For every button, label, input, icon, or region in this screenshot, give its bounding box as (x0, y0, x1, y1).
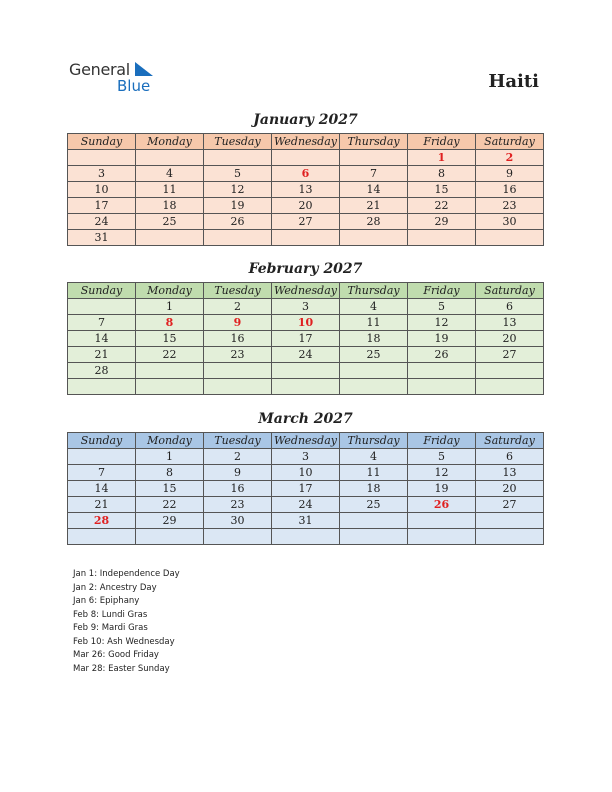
empty-day-cell (272, 150, 340, 166)
calendar-january (67, 133, 544, 246)
day-cell: 19 (408, 481, 476, 497)
day-cell: 21 (68, 497, 136, 513)
day-cell: 25 (136, 214, 204, 230)
day-cell: 25 (340, 497, 408, 513)
day-cell: 3 (68, 166, 136, 182)
day-cell: 23 (204, 497, 272, 513)
weekday-header-row (68, 283, 544, 299)
month-title-march: March 2027 (258, 411, 353, 427)
day-cell: 29 (408, 214, 476, 230)
empty-day-cell (476, 230, 544, 246)
day-cell: 25 (340, 347, 408, 363)
day-cell: 16 (476, 182, 544, 198)
empty-day-cell (272, 230, 340, 246)
empty-day-cell (340, 150, 408, 166)
holiday-list-item: Jan 1: Independence Day (73, 569, 180, 579)
day-cell: 3 (272, 299, 340, 315)
weekday-header: Monday (136, 433, 204, 449)
day-cell: 24 (68, 214, 136, 230)
empty-day-cell (204, 150, 272, 166)
weekday-header-row (68, 433, 544, 449)
day-cell: 7 (68, 315, 136, 331)
day-cell: 21 (68, 347, 136, 363)
day-cell: 5 (204, 166, 272, 182)
week-row (68, 198, 544, 214)
holiday-list-item: Feb 9: Mardi Gras (73, 623, 148, 633)
day-cell: 12 (408, 465, 476, 481)
day-cell: 17 (272, 481, 340, 497)
day-cell: 27 (476, 497, 544, 513)
day-cell: 28 (68, 363, 136, 379)
empty-day-cell (408, 230, 476, 246)
day-cell: 10 (68, 182, 136, 198)
day-cell: 31 (272, 513, 340, 529)
week-row (68, 150, 544, 166)
weekday-header: Friday (408, 134, 476, 150)
empty-day-cell (204, 230, 272, 246)
day-cell: 23 (204, 347, 272, 363)
day-cell: 29 (136, 513, 204, 529)
holiday-day-cell: 8 (136, 315, 204, 331)
empty-day-cell (408, 379, 476, 395)
empty-day-cell (272, 529, 340, 545)
empty-day-cell (476, 379, 544, 395)
weekday-header: Saturday (476, 433, 544, 449)
empty-day-cell (136, 150, 204, 166)
day-cell: 7 (340, 166, 408, 182)
day-cell: 15 (136, 481, 204, 497)
day-cell: 13 (272, 182, 340, 198)
day-cell: 26 (204, 214, 272, 230)
day-cell: 22 (408, 198, 476, 214)
empty-day-cell (68, 379, 136, 395)
day-cell: 20 (272, 198, 340, 214)
holiday-list-item: Feb 8: Lundi Gras (73, 609, 148, 620)
weekday-header: Monday (136, 134, 204, 150)
week-row (68, 497, 544, 513)
logo-text-blue: Blue (117, 77, 151, 95)
day-cell: 3 (272, 449, 340, 465)
empty-day-cell (136, 379, 204, 395)
empty-day-cell (340, 379, 408, 395)
empty-day-cell (476, 513, 544, 529)
empty-day-cell (136, 363, 204, 379)
logo-text-general: General (69, 60, 130, 79)
day-cell: 4 (136, 166, 204, 182)
day-cell: 17 (272, 331, 340, 347)
day-cell: 4 (340, 299, 408, 315)
week-row (68, 299, 544, 315)
weekday-header: Tuesday (204, 433, 272, 449)
empty-day-cell (272, 363, 340, 379)
weekday-header-row (68, 134, 544, 150)
day-cell: 9 (204, 465, 272, 481)
holiday-day-cell: 26 (408, 497, 476, 513)
holiday-day-cell: 6 (272, 166, 340, 182)
holiday-list-item: Jan 2: Ancestry Day (73, 582, 157, 593)
day-cell: 15 (136, 331, 204, 347)
weekday-header: Friday (408, 283, 476, 299)
holiday-day-cell: 1 (408, 150, 476, 166)
calendar-march (67, 432, 544, 545)
calendar-february (67, 282, 544, 395)
day-cell: 6 (476, 449, 544, 465)
weekday-header: Thursday (340, 433, 408, 449)
day-cell: 19 (408, 331, 476, 347)
empty-day-cell (204, 363, 272, 379)
weekday-header: Sunday (68, 283, 136, 299)
week-row (68, 182, 544, 198)
country-title: Haiti (488, 71, 539, 92)
week-row (68, 315, 544, 331)
weekday-header: Wednesday (272, 283, 340, 299)
empty-day-cell (68, 449, 136, 465)
day-cell: 13 (476, 315, 544, 331)
day-cell: 28 (340, 214, 408, 230)
empty-day-cell (340, 513, 408, 529)
empty-day-cell (408, 529, 476, 545)
day-cell: 30 (204, 513, 272, 529)
day-cell: 14 (68, 481, 136, 497)
weekday-header: Saturday (476, 283, 544, 299)
empty-day-cell (476, 529, 544, 545)
empty-day-cell (204, 529, 272, 545)
day-cell: 18 (136, 198, 204, 214)
day-cell: 24 (272, 497, 340, 513)
day-cell: 20 (476, 331, 544, 347)
week-row (68, 379, 544, 395)
week-row (68, 347, 544, 363)
empty-day-cell (272, 379, 340, 395)
day-cell: 10 (272, 465, 340, 481)
week-row (68, 166, 544, 182)
holiday-list-item: Mar 28: Easter Sunday (73, 663, 170, 674)
day-cell: 11 (340, 465, 408, 481)
empty-day-cell (136, 529, 204, 545)
day-cell: 21 (340, 198, 408, 214)
weekday-header: Monday (136, 283, 204, 299)
day-cell: 23 (476, 198, 544, 214)
weekday-header: Sunday (68, 433, 136, 449)
day-cell: 17 (68, 198, 136, 214)
day-cell: 18 (340, 481, 408, 497)
day-cell: 16 (204, 331, 272, 347)
day-cell: 13 (476, 465, 544, 481)
empty-day-cell (136, 230, 204, 246)
day-cell: 26 (408, 347, 476, 363)
empty-day-cell (68, 529, 136, 545)
day-cell: 8 (136, 465, 204, 481)
holiday-list-item: Mar 26: Good Friday (73, 650, 159, 660)
empty-day-cell (340, 363, 408, 379)
day-cell: 14 (340, 182, 408, 198)
day-cell: 7 (68, 465, 136, 481)
day-cell: 1 (136, 449, 204, 465)
week-row (68, 449, 544, 465)
day-cell: 5 (408, 299, 476, 315)
weekday-header: Friday (408, 433, 476, 449)
holiday-list (73, 568, 180, 676)
day-cell: 31 (68, 230, 136, 246)
day-cell: 5 (408, 449, 476, 465)
day-cell: 14 (68, 331, 136, 347)
empty-day-cell (68, 299, 136, 315)
day-cell: 11 (340, 315, 408, 331)
weekday-header: Thursday (340, 134, 408, 150)
day-cell: 30 (476, 214, 544, 230)
weekday-header: Wednesday (272, 433, 340, 449)
empty-day-cell (204, 379, 272, 395)
week-row (68, 214, 544, 230)
week-row (68, 513, 544, 529)
day-cell: 18 (340, 331, 408, 347)
week-row (68, 465, 544, 481)
day-cell: 27 (476, 347, 544, 363)
generalblue-logo (69, 60, 159, 96)
day-cell: 8 (408, 166, 476, 182)
week-row (68, 529, 544, 545)
day-cell: 12 (408, 315, 476, 331)
week-row (68, 363, 544, 379)
day-cell: 15 (408, 182, 476, 198)
day-cell: 11 (136, 182, 204, 198)
day-cell: 4 (340, 449, 408, 465)
weekday-header: Wednesday (272, 134, 340, 150)
weekday-header: Tuesday (204, 134, 272, 150)
day-cell: 6 (476, 299, 544, 315)
month-title-january: January 2027 (253, 112, 358, 128)
week-row (68, 331, 544, 347)
day-cell: 20 (476, 481, 544, 497)
day-cell: 24 (272, 347, 340, 363)
empty-day-cell (408, 363, 476, 379)
day-cell: 16 (204, 481, 272, 497)
weekday-header: Thursday (340, 283, 408, 299)
day-cell: 9 (476, 166, 544, 182)
empty-day-cell (68, 150, 136, 166)
week-row (68, 481, 544, 497)
day-cell: 22 (136, 497, 204, 513)
day-cell: 1 (136, 299, 204, 315)
day-cell: 27 (272, 214, 340, 230)
day-cell: 2 (204, 299, 272, 315)
holiday-day-cell: 9 (204, 315, 272, 331)
logo-triangle-icon (135, 62, 155, 76)
day-cell: 2 (204, 449, 272, 465)
day-cell: 22 (136, 347, 204, 363)
month-title-february: February 2027 (248, 261, 363, 277)
holiday-day-cell: 2 (476, 150, 544, 166)
day-cell: 19 (204, 198, 272, 214)
holiday-day-cell: 10 (272, 315, 340, 331)
empty-day-cell (340, 529, 408, 545)
holiday-day-cell: 28 (68, 513, 136, 529)
weekday-header: Saturday (476, 134, 544, 150)
week-row (68, 230, 544, 246)
empty-day-cell (408, 513, 476, 529)
empty-day-cell (476, 363, 544, 379)
holiday-list-item: Feb 10: Ash Wednesday (73, 636, 175, 647)
weekday-header: Sunday (68, 134, 136, 150)
holiday-list-item: Jan 6: Epiphany (73, 596, 140, 606)
empty-day-cell (340, 230, 408, 246)
weekday-header: Tuesday (204, 283, 272, 299)
day-cell: 12 (204, 182, 272, 198)
